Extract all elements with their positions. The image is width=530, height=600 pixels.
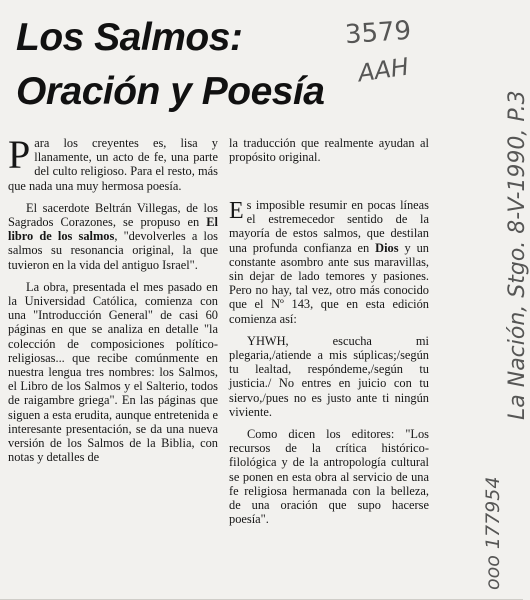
book-title: El libro de los salmos	[8, 215, 218, 244]
paragraph-6: Como dicen los editores: "Los recursos de la crítica histórico-filológica y de la antropología cultural se ponen en esta obra al servicio de una fe religiosa hermanada con la belleza, de una oración que supo hacerse poesía".	[229, 427, 429, 527]
drop-cap-p: P	[8, 132, 31, 177]
headline-line-1: Los Salmos:	[16, 16, 243, 59]
handwritten-source-note: La Nación, Stgo. 8-V-1990, P.3	[505, 90, 530, 420]
paragraph-4-text-a: s imposible resumir en pocas líneas el estremecedor sentido de la mayoría de estos salmos, que destilan una profunda confianza en	[229, 198, 429, 255]
paragraph-3: La obra, presentada el mes pasado en la Universidad Católica, comienza con una "Introducción General" de casi 60 páginas en que se analiza en detalle "la colección de composiciones político-religiosas... que recibe comúnmente en nuestra lengua tres nombres: los Salmos, el Libro de los Salmos y el Salterio, todos de raigambre griega". En las páginas que siguen a esta erudita, aunque entretenida e interesante presentación, se da una nueva versión de los Salmos de la Biblia, con notas y detalles de	[8, 279, 218, 465]
paragraph-1-text: ara los creyentes es, lisa y llanamente, un acto de fe, una parte del culto religioso. Para el resto, más que nada una muy hermosa poesía.	[8, 136, 218, 193]
paragraph-4-text-b: y un constante asombro ante sus maravillas, sin dejar de lado temores y pasiones. Pero no hay, tal vez, otro más conocido que el Nº 143, que en esta edición comienza así:	[229, 240, 430, 326]
paragraph-2	[8, 201, 218, 272]
paragraph-2-text-a: El sacerdote Beltrán Villegas, de los Sagrados Corazones, se propuso en	[8, 200, 218, 230]
article-column-1	[8, 132, 218, 472]
article-column-2	[229, 198, 429, 534]
bold-dios: Dios	[375, 240, 399, 255]
handwritten-initials: AAH	[356, 52, 411, 88]
paragraph-continuation: la traducción que realmente ayudan al propósito original.	[229, 136, 429, 165]
drop-cap-e: E	[229, 198, 244, 224]
paragraph-4	[229, 198, 429, 326]
article-column-2-top	[229, 136, 429, 172]
handwritten-archive-code: ooo 177954	[482, 476, 504, 590]
handwritten-number: 3579	[344, 15, 413, 51]
paragraph-2-text-b: , "devolverles a los salmos su resonancia original, la que tuvieron en la vida del antiguo Israel".	[8, 229, 218, 272]
paragraph-1	[8, 132, 218, 193]
paragraph-5-psalm-quote: YHWH, escucha mi plegaria,/atiende a mis súplicas;/según tu lealtad, respóndeme,/según tu justicia./ No entres en juicio con tu siervo,/pues no es justo ante ti ningún viviente.	[229, 333, 429, 419]
headline-line-2: Oración y Poesía	[16, 70, 325, 113]
